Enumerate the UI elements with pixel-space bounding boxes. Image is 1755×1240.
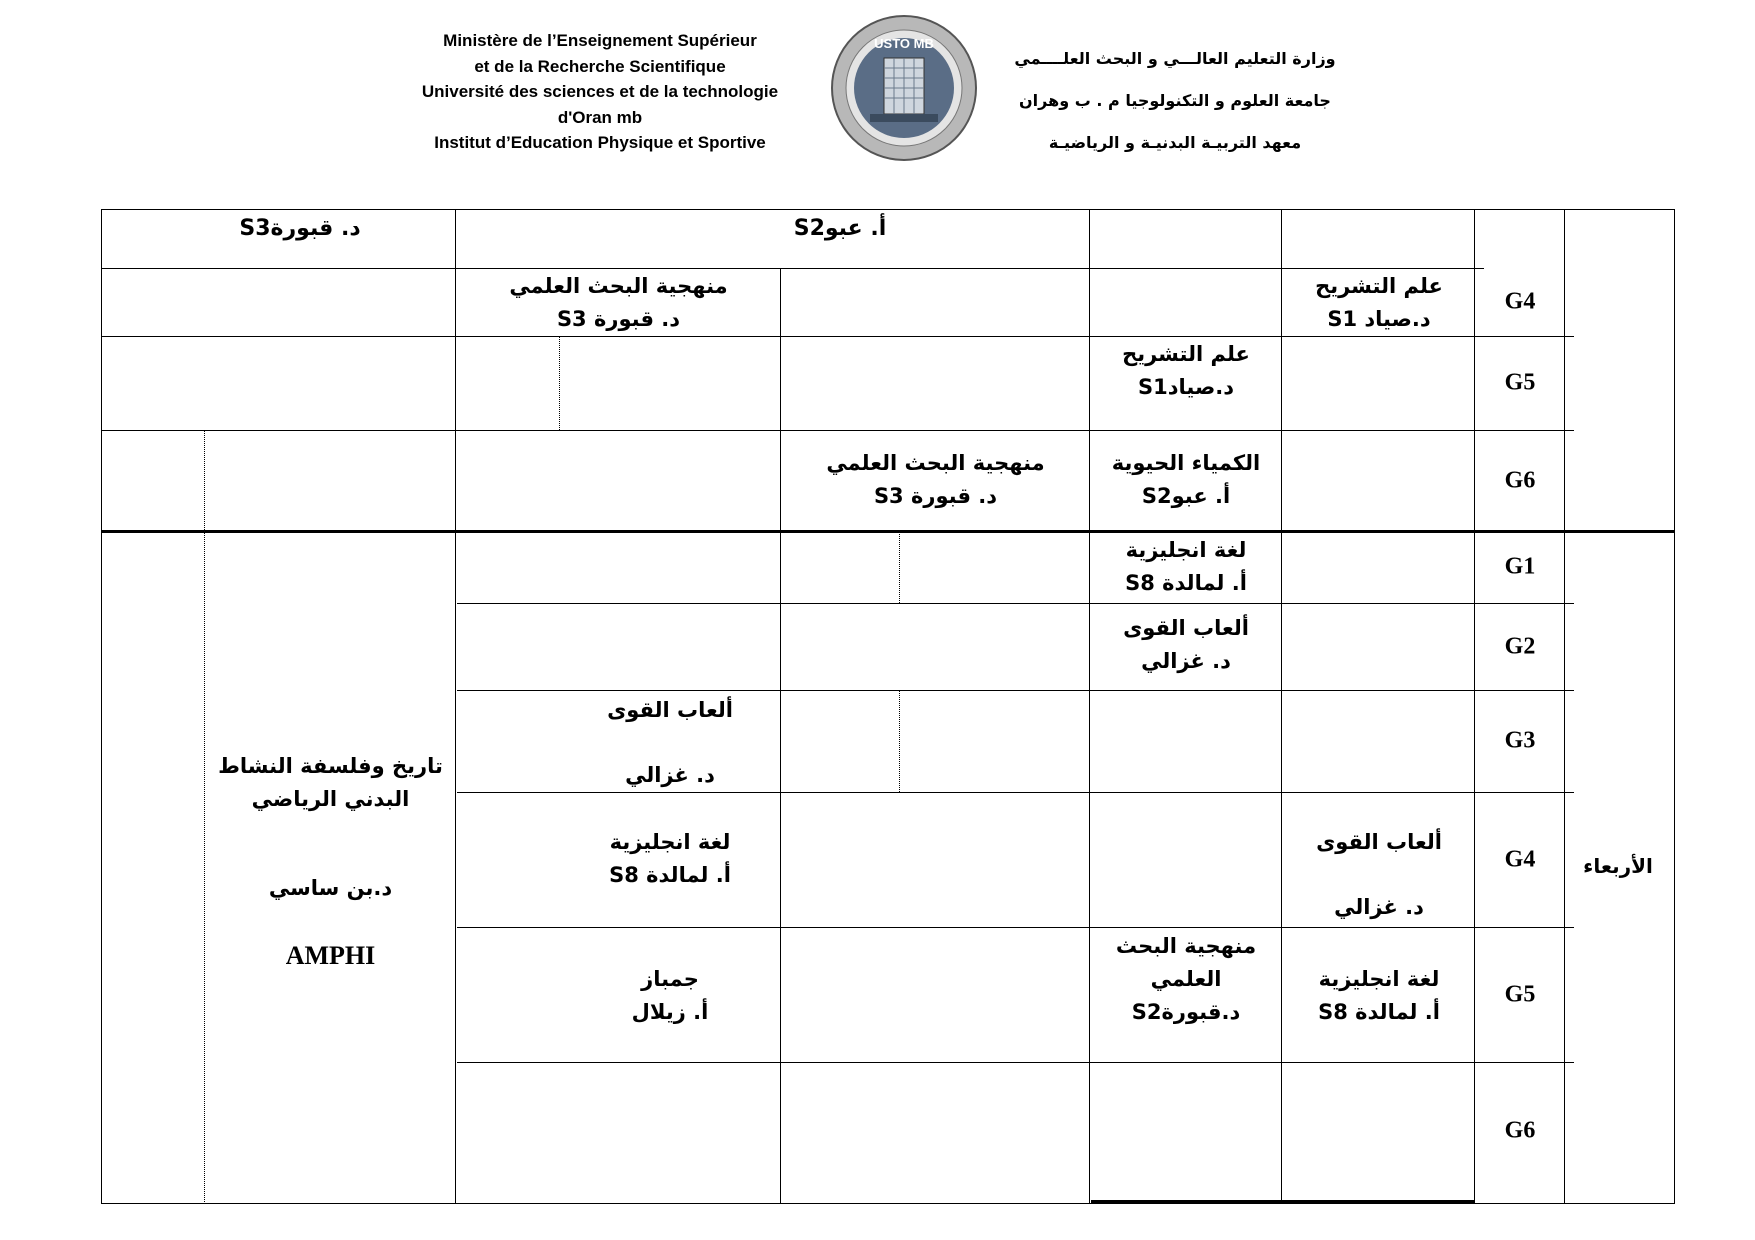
header-ar-line-1: وزارة التعليم العالـــي و البحث العلــــمي [1014,49,1336,68]
row-divider [457,927,1574,928]
teacher-room: د. قبورة S3 [556,307,681,331]
header-ar-line-3: معهد التربيـة البدنيـة و الرياضيـة [1048,133,1302,152]
room-amphi: AMPHI [285,941,376,970]
header-ar-line-2: جامعة العلوم و التكنولوجيا م . ب وهران [1019,91,1331,110]
col-divider [780,268,781,1204]
col-divider [1281,209,1282,1204]
teacher-room: أ. عبوS2 [793,216,887,241]
teacher: د.بن ساسي [268,876,393,900]
cell-course [560,963,780,1029]
cell-course [1091,930,1281,1029]
teacher-room: د.صياد S1 [1327,307,1431,331]
course-title: ألعاب القوى [1123,616,1249,640]
teacher-room: أ. لمالدة S8 [1318,1000,1440,1024]
header-fr-line-1: Ministère de l’Enseignement Supérieur [443,31,757,50]
header-fr-line-5: Institut d’Education Physique et Sportive [434,133,766,152]
cell-course [1284,826,1474,924]
teacher-room: د. غزالي [1334,895,1424,919]
row-divider [457,690,1574,691]
course-title: تاريخ وفلسفة النشاط [218,754,443,778]
group-label: G4 [1504,846,1536,873]
col-divider-dotted [899,530,900,603]
cell-course [457,270,780,336]
teacher-room: د. قبورةS3 [239,216,361,241]
row-divider [457,1062,1574,1063]
bottom-emphasis-line [1091,1200,1474,1203]
course-title: منهجية البحث العلمي [509,274,728,298]
header-fr-line-2: et de la Recherche Scientifique [474,56,726,76]
col-divider-dotted [559,336,560,430]
course-title: لغة انجليزية [1125,538,1247,562]
teacher-room: د.قبورةS2 [1131,1000,1241,1024]
cell-course [560,694,780,792]
row-divider [101,268,1484,269]
header-arabic [990,38,1360,164]
cell-amphi [206,750,455,972]
col-divider-dotted [899,690,900,792]
group-label: G4 [1504,288,1536,315]
col-divider-dotted [204,430,205,1204]
teacher-room: د. غزالي [1141,649,1231,673]
teacher-room: أ. عبوS2 [1141,484,1231,508]
group-label: G6 [1504,1117,1536,1144]
group-label: G5 [1504,981,1536,1008]
group-label: G3 [1504,727,1536,754]
col-divider [455,209,456,1204]
cell-course [1091,612,1281,678]
teacher-room: أ. لمالدة S8 [1125,571,1247,595]
row-divider [457,603,1574,604]
timetable [101,209,1675,1204]
row-divider [101,336,1574,337]
teacher-room: أ. لمالدة S8 [609,863,731,887]
course-title: ألعاب القوى [607,698,733,722]
teacher-room: د. قبورة S3 [873,484,998,508]
cell-course [1091,338,1281,404]
course-title: علم التشريح [1122,342,1250,366]
cell-course [1091,534,1281,600]
group-label: G1 [1504,553,1536,580]
cell-course [782,447,1089,513]
group-label: G6 [1504,467,1536,494]
course-title-cont: البدني الرياضي [251,787,410,811]
row-divider [457,792,1574,793]
col-divider [1564,209,1565,1204]
teacher-room: أ. زيلال [631,1000,709,1024]
row-divider [101,430,1574,431]
col-divider [1474,209,1475,1204]
university-logo [830,14,978,162]
header-fr-line-4: d'Oran mb [557,107,643,127]
cell-text [180,212,420,246]
course-title: لغة انجليزية [1318,967,1440,991]
group-label: G2 [1504,633,1536,660]
header-french [380,28,820,156]
course-title: علم التشريح [1315,274,1443,298]
cell-course [1091,447,1281,513]
teacher-room: د.صيادS1 [1137,375,1235,399]
cell-text [770,212,910,246]
course-title: ألعاب القوى [1316,830,1442,854]
col-divider [1089,209,1090,1204]
cell-course [1284,963,1474,1029]
group-label: G5 [1504,369,1536,396]
course-title: منهجية البحث [1115,934,1257,958]
teacher-room: د. غزالي [625,763,715,787]
cell-course [1284,270,1474,336]
header-fr-line-3: Université des sciences et de la technologie [421,82,779,101]
course-title: جمباز [641,967,699,991]
course-title: منهجية البحث العلمي [826,451,1045,475]
course-title: الكمياء الحيوية [1111,451,1261,475]
cell-course [560,826,780,892]
course-title: لغة انجليزية [609,830,731,854]
day-label: الأربعاء [1583,854,1653,878]
course-title-cont: العلمي [1150,967,1222,991]
logo-text: USTO MB [874,36,934,51]
day-divider [101,530,1675,533]
